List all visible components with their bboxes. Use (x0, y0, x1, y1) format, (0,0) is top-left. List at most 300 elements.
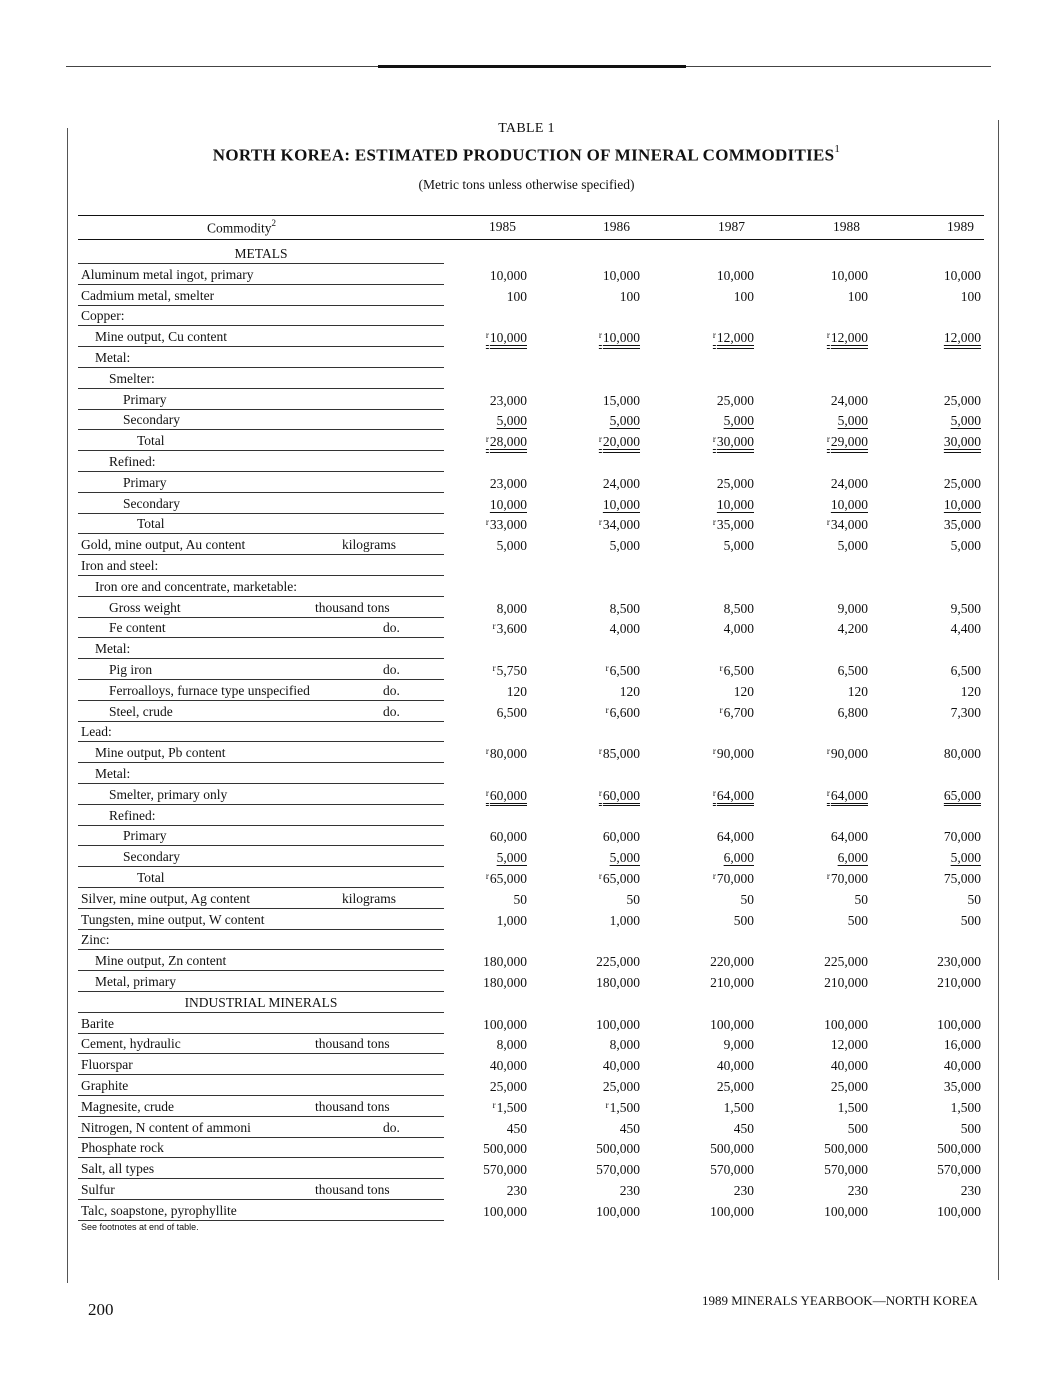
value-cell (463, 601, 527, 617)
value-cell (804, 746, 868, 762)
table-row (78, 1074, 992, 1095)
commodity-label: Aluminum metal ingot, primary (81, 266, 254, 282)
value-cell (576, 1100, 640, 1116)
value-text: 1,500 (950, 1099, 981, 1115)
value-text: 230 (960, 1183, 981, 1198)
value-cell (804, 413, 868, 429)
commodity-label: Refined: (109, 454, 156, 469)
value-cell (690, 850, 754, 866)
value-text: 6,000 (723, 850, 754, 866)
column-header-commodity-text: Commodity (207, 220, 272, 236)
value-cell (576, 684, 640, 700)
value-text: 10,000 (943, 496, 981, 512)
value-cell (690, 975, 754, 991)
value-text: 120 (619, 683, 640, 699)
table-row (78, 845, 992, 866)
value-text: 35,000 (943, 1079, 981, 1094)
value-cell (576, 1204, 640, 1220)
value-text: 6,500 (496, 704, 527, 720)
value-cell (804, 1162, 868, 1178)
table-row (78, 575, 992, 596)
value-text: 20,000 (602, 434, 640, 450)
value-text: 9,000 (723, 1037, 754, 1053)
commodity-label: Silver, mine output, Ag content (81, 890, 250, 906)
commodity-label: Mine output, Cu content (95, 329, 227, 345)
value-text: 60,000 (602, 829, 640, 845)
table-row (78, 1095, 992, 1116)
value-cell (576, 601, 640, 617)
commodity-label: Iron and steel: (81, 558, 159, 573)
value-text: 50 (967, 891, 981, 907)
revised-marker: r (826, 517, 830, 528)
table-row (78, 263, 992, 284)
top-rule-accent (378, 65, 686, 68)
commodity-label: Secondary (123, 495, 180, 511)
column-header-year: 1985 (489, 219, 516, 234)
value-cell (576, 1058, 640, 1074)
value-cell (576, 746, 640, 762)
value-text: 12,000 (943, 330, 981, 346)
value-text: 34,000 (602, 517, 640, 533)
value-text: 23,000 (489, 475, 527, 491)
value-text: 500,000 (483, 1141, 527, 1157)
value-cell (463, 829, 527, 845)
value-cell (463, 1121, 527, 1137)
value-text: 230 (733, 1183, 754, 1198)
table-row (78, 1053, 992, 1074)
value-cell (576, 1121, 640, 1137)
table-title-text: NORTH KOREA: ESTIMATED PRODUCTION OF MINERAL COMMODITIES (212, 145, 835, 165)
value-cell (576, 289, 640, 305)
value-cell (576, 954, 640, 970)
value-cell (463, 1183, 527, 1199)
value-cell (463, 538, 527, 554)
value-cell (917, 393, 981, 409)
unit-label: do. (383, 662, 400, 677)
value-cell (576, 892, 640, 908)
value-cell (917, 268, 981, 284)
value-cell (690, 913, 754, 929)
value-text: 40,000 (943, 1058, 981, 1074)
commodity-label: Tungsten, mine output, W content (81, 911, 265, 927)
revised-marker: r (826, 871, 830, 881)
value-cell (690, 393, 754, 409)
value-text: 570,000 (710, 1162, 754, 1178)
value-cell (804, 1037, 868, 1053)
value-cell (690, 1204, 754, 1220)
value-text: 100,000 (483, 1016, 527, 1032)
value-cell (690, 601, 754, 617)
value-text: 65,000 (602, 871, 640, 886)
value-cell (576, 330, 640, 346)
value-text: 85,000 (602, 746, 640, 762)
value-text: 100 (847, 288, 868, 304)
value-text: 90,000 (830, 746, 868, 762)
value-cell (917, 663, 981, 679)
value-text: 450 (506, 1120, 527, 1136)
commodity-label: Cement, hydraulic (81, 1036, 181, 1052)
commodity-label: Secondary (123, 412, 180, 428)
commodity-label: Graphite (81, 1078, 129, 1093)
value-text: 100,000 (937, 1203, 981, 1219)
value-text: 24,000 (602, 475, 640, 491)
value-cell (463, 1162, 527, 1178)
commodity-label: Ferroalloys, furnace type unspecified (109, 682, 310, 698)
table-row (78, 1199, 992, 1220)
value-text: 25,000 (716, 475, 754, 491)
revised-marker: r (492, 621, 496, 632)
value-text: 570,000 (824, 1162, 868, 1178)
value-text: 8,500 (609, 600, 640, 616)
table-row (78, 1012, 992, 1033)
value-text: 75,000 (943, 871, 981, 886)
value-text: 25,000 (716, 1079, 754, 1094)
value-text: 230 (619, 1183, 640, 1198)
table-row (78, 533, 992, 554)
value-cell (463, 663, 527, 679)
value-text: 8,000 (496, 1037, 527, 1053)
unit-label: thousand tons (315, 599, 390, 615)
value-cell (576, 1183, 640, 1199)
title-footnote-marker: 1 (834, 143, 841, 155)
value-text: 40,000 (830, 1058, 868, 1074)
value-text: 230,000 (937, 954, 981, 970)
value-text: 5,000 (837, 413, 868, 429)
column-header-year: 1986 (603, 219, 630, 234)
value-text: 3,600 (496, 621, 527, 637)
table-row (78, 429, 992, 450)
value-cell (917, 684, 981, 700)
value-text: 120 (506, 683, 527, 699)
value-text: 500,000 (710, 1141, 754, 1157)
revised-marker: r (712, 746, 716, 757)
value-cell (917, 1100, 981, 1116)
value-text: 100,000 (937, 1016, 981, 1032)
value-cell (804, 975, 868, 991)
value-cell (690, 684, 754, 700)
value-text: 64,000 (716, 787, 754, 803)
commodity-label: Iron ore and concentrate, marketable: (95, 578, 298, 594)
value-cell (576, 393, 640, 409)
value-text: 4,000 (723, 621, 754, 637)
value-cell (804, 621, 868, 637)
value-cell (690, 434, 754, 450)
value-cell (804, 268, 868, 284)
value-cell (917, 975, 981, 991)
value-cell (804, 663, 868, 679)
column-header-year: 1987 (718, 219, 745, 234)
value-cell (804, 434, 868, 450)
value-cell (804, 954, 868, 970)
value-text: 64,000 (830, 829, 868, 845)
value-text: 12,000 (716, 330, 754, 346)
value-cell (690, 1100, 754, 1116)
value-cell (463, 434, 527, 450)
value-cell (576, 663, 640, 679)
value-text: 35,000 (943, 517, 981, 533)
value-text: 100,000 (824, 1203, 868, 1219)
value-text: 25,000 (602, 1079, 640, 1094)
value-text: 100 (506, 288, 527, 304)
value-cell (804, 1100, 868, 1116)
value-text: 34,000 (830, 517, 868, 533)
value-text: 35,000 (716, 517, 754, 533)
value-cell (804, 684, 868, 700)
value-text: 1,000 (496, 912, 527, 928)
value-cell (463, 684, 527, 700)
value-text: 500 (960, 1120, 981, 1136)
value-text: 100,000 (710, 1203, 754, 1219)
value-text: 6,500 (950, 663, 981, 678)
value-cell (804, 871, 868, 887)
value-cell (576, 1162, 640, 1178)
value-text: 6,500 (609, 663, 640, 678)
table-row (78, 450, 992, 471)
value-text: 5,750 (496, 663, 527, 678)
table-row (78, 512, 992, 533)
value-text: 10,000 (830, 267, 868, 283)
value-text: 28,000 (489, 434, 527, 450)
left-margin-line (67, 128, 68, 1283)
revised-marker: r (485, 871, 489, 881)
revised-marker: r (712, 330, 716, 341)
commodity-label: Barite (81, 1015, 114, 1031)
value-cell (463, 413, 527, 429)
value-text: 50 (513, 891, 527, 907)
revised-marker: r (712, 434, 716, 445)
table-row (78, 700, 992, 721)
value-text: 6,500 (723, 663, 754, 678)
value-cell (917, 1017, 981, 1033)
value-cell (917, 1037, 981, 1053)
value-text: 570,000 (937, 1162, 981, 1178)
value-cell (463, 1141, 527, 1157)
value-cell (917, 871, 981, 887)
value-text: 6,600 (609, 704, 640, 720)
revised-marker: r (492, 1099, 496, 1110)
value-cell (576, 850, 640, 866)
value-cell (463, 871, 527, 887)
value-cell (804, 850, 868, 866)
value-text: 40,000 (602, 1058, 640, 1074)
value-text: 500 (733, 912, 754, 928)
value-text: 15,000 (602, 392, 640, 408)
commodity-label: Lead: (81, 724, 112, 740)
value-text: 120 (733, 683, 754, 699)
value-text: 5,000 (950, 850, 981, 866)
value-cell (576, 1017, 640, 1033)
value-cell (917, 1162, 981, 1178)
value-cell (463, 1100, 527, 1116)
value-text: 65,000 (489, 871, 527, 886)
value-cell (804, 476, 868, 492)
value-text: 33,000 (489, 517, 527, 533)
value-text: 25,000 (489, 1079, 527, 1094)
value-cell (576, 1141, 640, 1157)
value-cell (690, 1121, 754, 1137)
value-cell (917, 497, 981, 513)
value-cell (576, 1079, 640, 1095)
value-text: 16,000 (943, 1037, 981, 1053)
revised-marker: r (598, 434, 602, 445)
row-rule (78, 1220, 444, 1221)
value-cell (690, 705, 754, 721)
value-cell (917, 289, 981, 305)
value-cell (463, 289, 527, 305)
value-text: 230 (847, 1183, 868, 1198)
revised-marker: r (485, 746, 489, 757)
value-cell (690, 538, 754, 554)
value-cell (917, 705, 981, 721)
unit-label: kilograms (342, 537, 396, 553)
value-cell (463, 1079, 527, 1095)
revised-marker: r (712, 517, 716, 528)
value-text: 100,000 (596, 1016, 640, 1032)
value-cell (463, 1204, 527, 1220)
commodity-label: Mine output, Pb content (95, 745, 226, 761)
value-cell (576, 1037, 640, 1053)
table-row (78, 388, 992, 409)
table-row (78, 596, 992, 617)
revised-marker: r (598, 787, 602, 798)
table-row (78, 346, 992, 367)
value-text: 40,000 (489, 1058, 527, 1074)
value-text: 90,000 (716, 746, 754, 762)
revised-marker: r (719, 663, 723, 673)
value-text: 180,000 (483, 975, 527, 990)
value-text: 80,000 (943, 746, 981, 762)
table-row (78, 908, 992, 929)
value-cell (804, 601, 868, 617)
header-rule-top (78, 215, 984, 216)
value-text: 6,700 (723, 704, 754, 720)
table-row (78, 887, 992, 908)
value-text: 64,000 (716, 829, 754, 845)
value-cell (917, 954, 981, 970)
value-text: 6,800 (837, 704, 868, 720)
value-cell (917, 413, 981, 429)
value-cell (576, 788, 640, 804)
value-cell (690, 621, 754, 637)
value-text: 24,000 (830, 392, 868, 408)
table-row (78, 804, 992, 825)
value-text: 450 (733, 1120, 754, 1136)
value-text: 10,000 (716, 267, 754, 283)
revised-marker: r (826, 330, 830, 341)
value-text: 1,500 (609, 1099, 640, 1115)
value-cell (690, 330, 754, 346)
value-cell (576, 975, 640, 991)
value-text: 70,000 (716, 871, 754, 886)
value-cell (804, 892, 868, 908)
commodity-label: Metal, primary (95, 974, 176, 989)
value-text: 100,000 (710, 1016, 754, 1032)
value-cell (463, 393, 527, 409)
value-text: 30,000 (943, 434, 981, 450)
value-text: 5,000 (496, 538, 527, 554)
commodity-label: Total (137, 516, 165, 532)
value-text: 6,000 (837, 850, 868, 866)
value-cell (463, 330, 527, 346)
revised-marker: r (598, 746, 602, 757)
revised-marker: r (719, 704, 723, 715)
value-cell (917, 517, 981, 533)
table-row (78, 1178, 992, 1199)
value-cell (917, 913, 981, 929)
value-cell (576, 538, 640, 554)
value-cell (576, 413, 640, 429)
value-text: 70,000 (943, 829, 981, 845)
value-text: 230 (506, 1183, 527, 1198)
value-cell (690, 663, 754, 679)
value-text: 7,300 (950, 704, 981, 720)
value-text: 80,000 (489, 746, 527, 762)
value-text: 500 (960, 912, 981, 928)
value-text: 120 (847, 683, 868, 699)
value-text: 500 (847, 912, 868, 928)
value-cell (917, 601, 981, 617)
table-row (78, 1032, 992, 1053)
value-cell (576, 829, 640, 845)
value-cell (917, 829, 981, 845)
value-text: 10,000 (489, 267, 527, 283)
table-row (78, 1116, 992, 1137)
value-cell (463, 892, 527, 908)
value-text: 180,000 (483, 954, 527, 970)
value-text: 25,000 (943, 475, 981, 491)
unit-label: do. (383, 620, 400, 636)
value-cell (690, 1183, 754, 1199)
value-text: 65,000 (943, 787, 981, 803)
table-row (78, 492, 992, 513)
commodity-label: Total (137, 433, 165, 449)
value-cell (576, 517, 640, 533)
value-cell (804, 788, 868, 804)
section-heading (78, 242, 992, 263)
value-cell (463, 850, 527, 866)
value-text: 4,000 (609, 621, 640, 637)
value-cell (690, 289, 754, 305)
table-row (78, 824, 992, 845)
value-cell (690, 746, 754, 762)
value-text: 220,000 (710, 954, 754, 970)
right-margin-line (998, 120, 999, 1280)
value-cell (917, 788, 981, 804)
value-cell (804, 1141, 868, 1157)
value-cell (917, 330, 981, 346)
table-row (78, 637, 992, 658)
value-text: 570,000 (596, 1162, 640, 1178)
value-text: 10,000 (602, 330, 640, 346)
value-text: 570,000 (483, 1162, 527, 1178)
value-cell (917, 476, 981, 492)
value-cell (804, 330, 868, 346)
unit-label: kilograms (342, 890, 396, 906)
value-cell (690, 517, 754, 533)
revised-marker: r (485, 787, 489, 798)
value-cell (576, 871, 640, 887)
value-text: 10,000 (830, 496, 868, 512)
revised-marker: r (605, 1099, 609, 1110)
value-text: 5,000 (609, 850, 640, 866)
value-cell (463, 705, 527, 721)
commodity-label: Cadmium metal, smelter (81, 287, 215, 303)
value-cell (917, 1079, 981, 1095)
table-row (78, 970, 992, 991)
value-text: 5,000 (723, 413, 754, 429)
value-cell (804, 1183, 868, 1199)
unit-label: thousand tons (315, 1098, 390, 1114)
